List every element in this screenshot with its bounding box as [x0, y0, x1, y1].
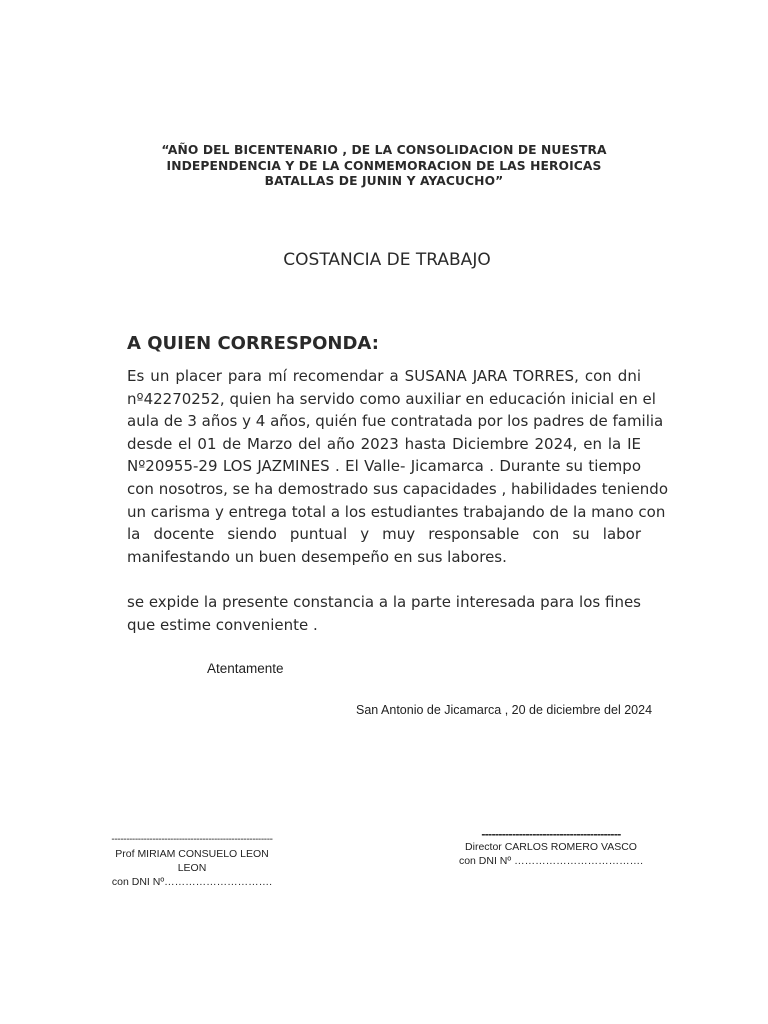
signature-block-left: [105, 833, 279, 889]
signature-line: -----------------------------------------: [481, 828, 621, 840]
signature-block-right: [451, 828, 651, 868]
addressee-heading: A QUIEN CORRESPONDA:: [127, 333, 379, 354]
paragraph-line: Es un placer para mí recomendar a SUSANA JARA TORRES, con dni: [127, 367, 641, 385]
document-title: COSTANCIA DE TRABAJO: [283, 250, 491, 270]
body-paragraph-2: [127, 591, 641, 636]
paragraph-line: que estime conveniente .: [127, 615, 318, 634]
paragraph-line: desde el 01 de Marzo del año 2023 hasta Diciembre 2024, en la IE: [127, 434, 641, 453]
motto-line: “AÑO DEL BICENTENARIO , DE LA CONSOLIDACION DE NUESTRA: [161, 143, 607, 157]
signer-name: Prof MIRIAM CONSUELO LEON LEON: [115, 848, 269, 874]
paragraph-line: la docente siendo puntual y muy responsable con su labor: [127, 525, 641, 544]
paragraph-line: aula de 3 años y 4 años, quién fue contratada por los padres de familia: [127, 412, 664, 431]
paragraph-line: con nosotros, se ha demostrado sus capacidades , habilidades teniendo: [127, 479, 669, 498]
signer-name: Director CARLOS ROMERO VASCO: [465, 841, 637, 853]
place-and-date: San Antonio de Jicamarca , 20 de diciembre del 2024: [356, 703, 653, 717]
paragraph-line: se expide la presente constancia a la parte interesada para los fines: [127, 593, 641, 611]
paragraph-line: un carisma y entrega total a los estudiantes trabajando de la mano con: [127, 502, 666, 521]
body-paragraph-1: [127, 365, 669, 568]
signer-dni: con DNI Nº………………………….: [111, 876, 273, 888]
paragraph-line: manifestando un buen desempeño en sus labores.: [127, 547, 507, 566]
motto-header: [120, 143, 648, 190]
paragraph-line: nº42270252, quien ha servido como auxiliar en educación inicial en el: [127, 389, 656, 408]
signer-dni: con DNI Nº ……………………………….: [458, 855, 644, 867]
motto-line: INDEPENDENCIA Y DE LA CONMEMORACION DE LAS HEROICAS: [166, 158, 602, 173]
closing-regards: Atentamente: [207, 661, 284, 676]
motto-line: BATALLAS DE JUNIN Y AYACUCHO”: [264, 174, 504, 188]
signature-line: -------------------------------------------------------: [111, 834, 273, 845]
paragraph-line: Nº20955-29 LOS JAZMINES . El Valle- Jicamarca . Durante su tiempo: [127, 457, 641, 476]
